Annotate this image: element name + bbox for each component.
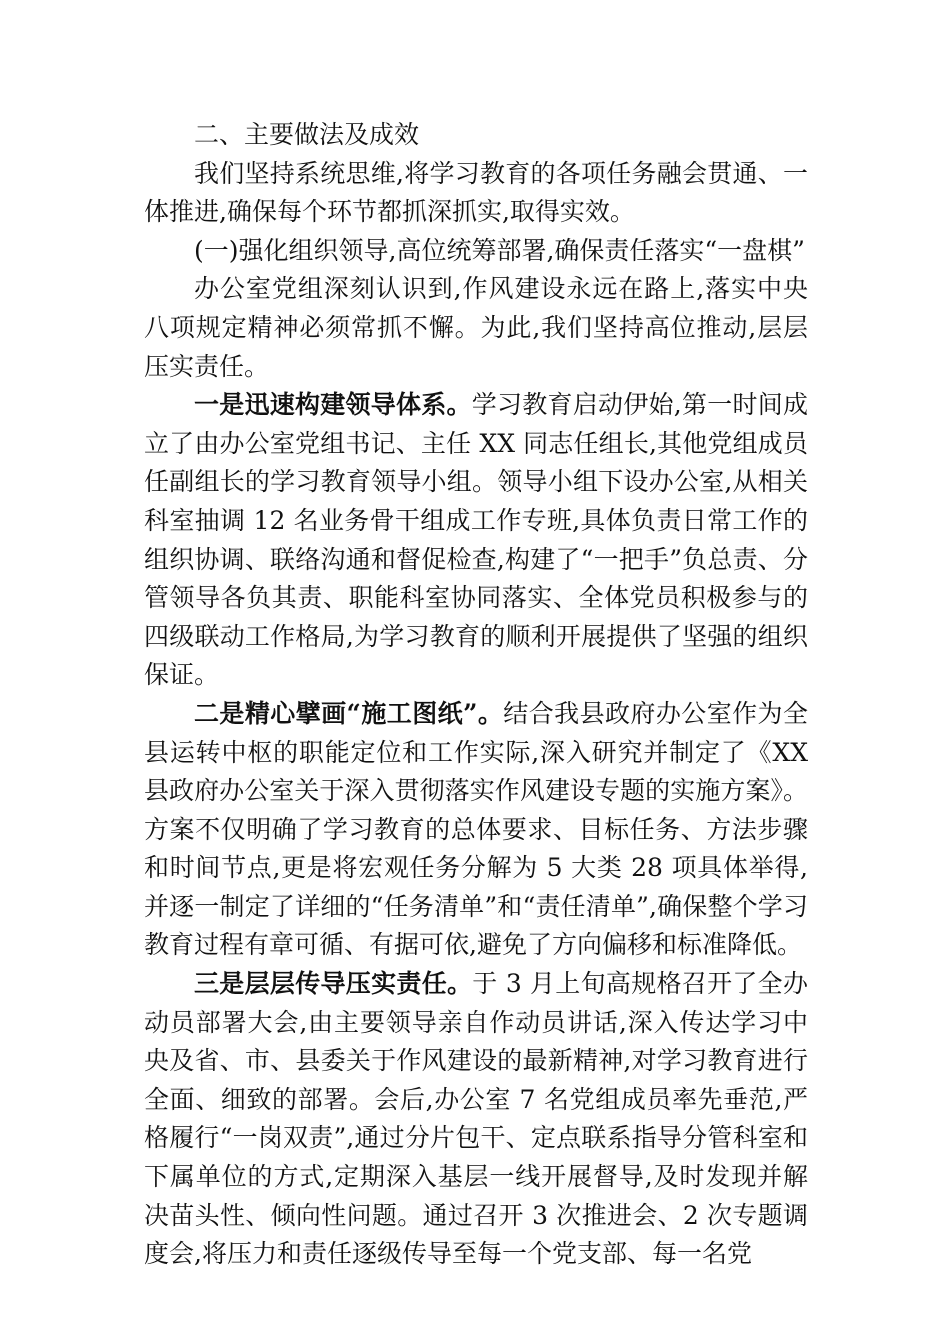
paragraph-blueprint [144,695,808,965]
context-paragraph: 办公室党组深刻认识到,作风建设永远在路上,落实中央八项规定精神必须常抓不懈。为此,我们坚持高位推动,层层压实责任。 [144,274,808,381]
paragraph-lead: 一是迅速构建领导体系。 [194,390,472,420]
intro-paragraph: 我们坚持系统思维,将学习教育的各项任务融会贯通、一体推进,确保每个环节都抓深抓实,取得实效。 [144,158,808,227]
paragraph-lead: 二是精心擘画“施工图纸”。 [194,698,504,728]
document-page [144,116,808,1274]
section-heading: 二、主要做法及成效 [194,120,420,149]
paragraph-body: 学习教育启动伊始,第一时间成立了由办公室党组书记、主任 XX 同志任组长,其他党组成员任副组长的学习教育领导小组。领导小组下设办公室,从相关科室抽调 12 名业务骨干组成工作专班,具体负责日常工作的组织协调、联络沟通和督促检查,构建了“一把手”负总责、分管领导各负其责、职能科室协同落实、全体党员积极参与的四级联动工作格局,为学习教育的顺利开展提供了坚强的组织保证。 [144,390,808,690]
paragraph-lead: 三是层层传导压实责任。 [194,969,473,999]
paragraph-body: 结合我县政府办公室作为全县运转中枢的职能定位和工作实际,深入研究并制定了《XX 县政府办公室关于深入贯彻落实作风建设专题的实施方案》。方案不仅明确了学习教育的总体要求、目标任务、方法步骤和时间节点,更是将宏观任务分解为 5 大类 28 项具体举得,并逐一制定了详细的“任务清单”和“责任清单”,确保整个学习教育过程有章可循、有据可依,避免了方向偏移和标准降低。 [144,698,808,960]
subsection-heading: (一)强化组织领导,高位统筹部署,确保责任落实“一盘棋” [194,235,805,265]
paragraph-body: 于 3 月上旬高规格召开了全办动员部署大会,由主要领导亲自作动员讲话,深入传达学习中央及省、市、县委关于作风建设的最新精神,对学习教育进行全面、细致的部署。会后,办公室 7 名党组成员率先垂范,严格履行“一岗双责”,通过分片包干、定点联系指导分管科室和下属单位的方式,定期深入基层一线开展督导,及时发现并解决苗头性、倾向性问题。通过召开 3 次推进会、2 次专题调度会,将压力和责任逐级传导至每一个党支部、每一名党 [144,969,808,1269]
paragraph-leadership-system [144,386,808,695]
paragraph-responsibility [144,965,808,1274]
